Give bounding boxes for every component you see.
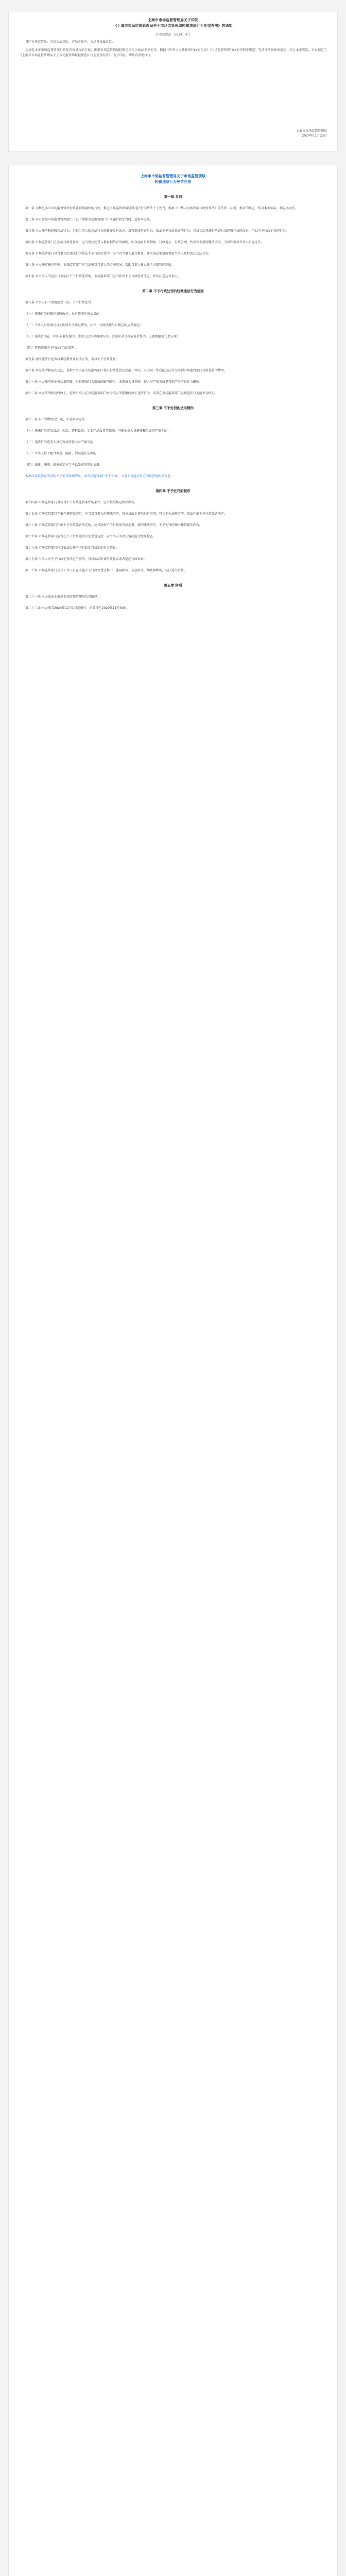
signature-date: 2024年11月23日 bbox=[302, 134, 327, 138]
article-item: （二）当事人有证据足以证明没有主观过错的，法律、行政法规另有规定的从其规定； bbox=[25, 324, 143, 327]
regulation-title-line2: 轻微违法行为免罚办法 bbox=[155, 180, 191, 184]
notice-card bbox=[8, 12, 338, 152]
notice-title bbox=[9, 12, 337, 29]
article: 第九条 初次违法且危害后果轻微并及时改正的，可以不予行政处罚。 bbox=[25, 358, 119, 361]
regulation-card bbox=[8, 165, 338, 2576]
chapter-heading: 第五章 附则 bbox=[164, 583, 182, 587]
article: 第七条 对当事人的违法行为依法不予行政处罚的，市场监管部门应当作出不予行政处罚决定，并依法送达当事人。 bbox=[25, 275, 181, 278]
spacer bbox=[9, 617, 337, 622]
article-item: （三）违法行为在二年内未被发现的，涉及公民生命健康安全、金融安全且有危害后果的，上述期限延长至五年； bbox=[25, 335, 180, 338]
article: 第八条 当事人有下列情形之一的，不予行政处罚： bbox=[25, 301, 94, 304]
article: 第十三条 有下列情形之一的，不适用本办法： bbox=[25, 418, 88, 421]
article: 第十七条 市场监管部门应当在不予行政处罚决定书送达后，对当事人的改正情况进行跟踪检查。 bbox=[25, 535, 156, 538]
article: 第六条 本办法实施过程中，市场监管部门应当加强对当事人的合规指导，帮助当事人建立健全内部管理制度。 bbox=[25, 263, 175, 267]
article-item: （四）法律、法规、规章规定应当予以处罚的其他情形。 bbox=[25, 463, 103, 467]
article-item: （一）违法行为涉及食品、药品、特种设备、工业产品质量等领域，可能危及人身健康和生命财产安全的； bbox=[25, 429, 171, 433]
article: 第二十一条 本办法由上海市市场监督管理局负责解释。 bbox=[25, 595, 100, 599]
notice-signature bbox=[296, 128, 327, 138]
article: 第二十二条 本办法自2024年12月1日起施行，有效期至2029年11月30日。 bbox=[25, 606, 130, 610]
article: 第十条 本办法所称初次违法，是指当事人在市场监管部门作出行政处罚决定前二年内，未因同一性质的违法行为受到市场监管部门行政处罚的情形。 bbox=[25, 369, 227, 372]
signature-org: 上海市市场监督管理局 bbox=[296, 129, 327, 133]
article: 第三条 本办法所称轻微违法行为，是指当事人的违法行为轻微并及时改正，没有造成危害后果，依法不予行政处罚的行为；以及初次违法且危害后果轻微并及时改正，可以不予行政处罚的行为。 bbox=[25, 229, 289, 233]
regulation-title-line1: 上海市市场监督管理局关于市场监管领域 bbox=[141, 174, 205, 178]
article: 第十二条 本办法所称及时改正，是指当事人在市场监管部门责令改正的期限内改正违法行为，或者在市场监管部门发现违法行为前主动改正。 bbox=[25, 392, 218, 395]
document-number: 沪市监规范〔2024〕4号 bbox=[155, 33, 191, 37]
article: 第二条 本市各级市场监督管理部门（以下简称市场监管部门）实施行政处罚时，适用本办法。 bbox=[25, 218, 153, 222]
article-item: （四）其他依法不予行政处罚的情形。 bbox=[25, 346, 78, 350]
chapter-heading: 第一章 总则 bbox=[164, 195, 182, 199]
notice-title-line2: 《上海市市场监督管理局关于市场监管领域轻微违法行为免罚办法》的通知 bbox=[113, 24, 233, 28]
notice-title-line1: 上海市市场监督管理局关于印发 bbox=[148, 18, 198, 22]
article-item: （三）当事人拒不配合调查、隐匿、销毁违法证据的； bbox=[25, 452, 100, 455]
article: 第十四条 市场监管部门对符合不予行政处罚条件的案件，应当按照规定程序办理。 bbox=[25, 501, 137, 504]
article: 第四条 市场监管部门在实施行政处罚时，应当坚持处罚与教育相结合的原则，综合运用行政指导、行政提示、行政告诫、约谈等非强制执法手段，引导和教育当事人自觉守法。 bbox=[25, 241, 264, 244]
notice-recipients: 各区市场监管局，市局执法总队、市局各处室、市局各直属单位： bbox=[25, 40, 115, 44]
chapter-heading: 第三章 不予处罚的适用情形 bbox=[152, 406, 194, 410]
article: 第一条 为规范本市市场监督管理行政处罚裁量权的行使，推进市场监管领域轻微违法行为依法不予处罚，根据《中华人民共和国行政处罚法》等法律、法规、规章的规定，结合本市实际，制定本办法。 bbox=[25, 207, 298, 210]
linked-note[interactable]: 本办法条款涉及的具体不予处罚事项清单，由市场监管部门另行公布，当事人可通过官方网站查询相关信息。 bbox=[25, 474, 174, 478]
article: 第十一条 本办法所称危害后果轻微，是指违法行为造成的影响较小，未造成人身伤害、较大财产损失或者其他严重不良社会影响。 bbox=[25, 380, 202, 384]
chapter-heading: 第二章 不予行政处罚的轻微违法行为范围 bbox=[142, 289, 204, 293]
article-item: （二）违法行为造成人身伤害或者较大财产损失的； bbox=[25, 440, 97, 444]
article: 第十九条 当事人对不予行政处罚决定不服的，可以依法申请行政复议或者提起行政诉讼。 bbox=[25, 557, 147, 561]
article: 第十八条 市场监管部门应当依法公开不予行政处罚决定的有关信息。 bbox=[25, 546, 119, 550]
notice-body: 为规范本市市场监督管理行政处罚裁量权的行使，推进市场监管领域轻微违法行为依法不予处罚，根据《中华人民共和国行政处罚法》《市场监督管理行政处罚程序规定》等法律法规规章规定，结合本市实际，市局制定了《上海市市场监督管理局关于市场监管领域轻微违法行为免罚办法》，现予印发，请认真贯彻执行。 bbox=[19, 48, 327, 57]
article: 第十六条 市场监管部门作出不予行政处罚决定的，应当制作不予行政处罚决定书，载明违法事实、不予处罚的理由和依据等内容。 bbox=[25, 523, 202, 527]
article-item: （一）违法行为轻微并及时改正，没有造成危害后果的； bbox=[25, 312, 103, 316]
chapter-heading: 第四章 不予处罚的程序 bbox=[155, 489, 191, 493]
article: 第五条 市场监管部门对当事人的违法行为依法不予行政处罚的，应当对当事人进行教育，并采取必要措施督促当事人及时改正违法行为。 bbox=[25, 252, 212, 256]
article: 第二十条 市场监管部门及其工作人员在实施不予行政处罚过程中，滥用职权、玩忽职守、徇私舞弊的，依法追究责任。 bbox=[25, 569, 187, 572]
article: 第十五条 市场监管部门在案件调查终结后，应当对当事人的违法事实、情节及改正情况进行审查，符合本办法规定的，依法作出不予行政处罚决定。 bbox=[25, 512, 227, 516]
regulation-title bbox=[9, 174, 337, 185]
